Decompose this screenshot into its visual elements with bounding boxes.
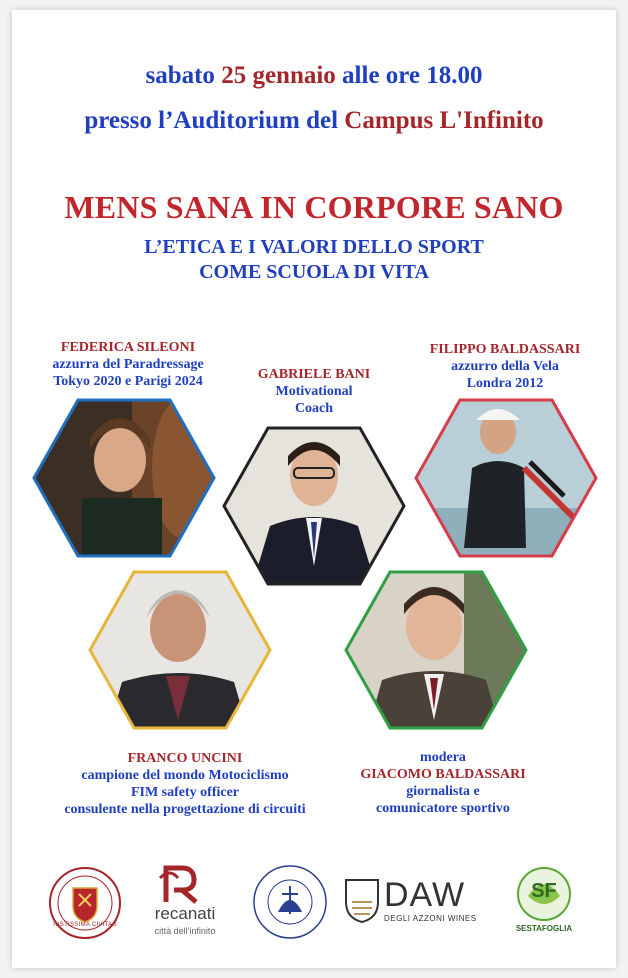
event-date bbox=[0, 62, 628, 90]
recanati-r-icon bbox=[156, 864, 208, 904]
speaker-caption-5 bbox=[333, 749, 553, 817]
subtitle-line-1: L’ETICA E I VALORI DELLO SPORT bbox=[144, 236, 484, 258]
date-day: 25 gennaio bbox=[221, 62, 336, 89]
ucid-seal-icon bbox=[250, 862, 330, 942]
speaker-role: FIM safety officer bbox=[130, 785, 240, 800]
moderator-label: modera bbox=[420, 750, 466, 765]
date-time: alle ore 18.00 bbox=[342, 62, 483, 89]
logo-2-subtext: città dell'infinito bbox=[154, 926, 216, 936]
logo-1-text: IUSTISSIMA CIVITAS bbox=[53, 922, 117, 928]
speaker-photo-5 bbox=[344, 570, 528, 730]
speaker-name: FRANCO UNCINI bbox=[127, 751, 243, 766]
logo-2-text: recanati bbox=[154, 904, 216, 923]
speaker-role: comunicatore sportivo bbox=[376, 801, 510, 816]
speaker-name: GABRIELE BANI bbox=[257, 367, 371, 382]
speaker-name: FEDERICA SILEONI bbox=[60, 340, 196, 355]
speaker-caption-3 bbox=[395, 341, 615, 392]
speaker-photo-2 bbox=[222, 426, 406, 586]
speaker-role: giornalista e bbox=[406, 784, 480, 799]
event-place bbox=[0, 107, 628, 135]
logo-5-subtext: SESTAFOGLIA bbox=[515, 924, 573, 933]
speaker-photo-1 bbox=[32, 398, 216, 558]
speaker-role: Londra 2012 bbox=[466, 376, 544, 391]
speaker-name: FILIPPO BALDASSARI bbox=[429, 342, 581, 357]
speaker-photo-4 bbox=[88, 570, 272, 730]
speaker-caption-4 bbox=[40, 750, 330, 818]
speaker-photo-3 bbox=[414, 398, 598, 558]
logo-4-subtext: DEGLI AZZONI WINES bbox=[384, 914, 477, 923]
logo-4-text: DAW bbox=[384, 876, 466, 914]
speaker-role: Coach bbox=[294, 401, 334, 416]
speaker-role: campione del mondo Motociclismo bbox=[81, 768, 289, 783]
coat-of-arms-icon bbox=[48, 866, 122, 940]
daw-shield-icon bbox=[344, 878, 380, 924]
subtitle-line-2: COME SCUOLA DI VITA bbox=[199, 261, 429, 283]
speaker-role: Tokyo 2020 e Parigi 2024 bbox=[53, 374, 203, 389]
speaker-role: consulente nella progettazione di circuiti bbox=[64, 802, 306, 817]
place-prefix: presso l’Auditorium del bbox=[84, 107, 339, 134]
place-name: Campus L'Infinito bbox=[344, 107, 544, 134]
speaker-role: Motivational bbox=[275, 384, 353, 399]
speaker-caption-2 bbox=[204, 366, 424, 417]
event-title: MENS SANA IN CORPORE SANO bbox=[64, 189, 564, 225]
speaker-role: azzurra del Paradressage bbox=[52, 357, 204, 372]
date-prefix: sabato bbox=[145, 62, 215, 89]
logo-5-text: SF bbox=[531, 880, 557, 902]
speaker-name: GIACOMO BALDASSARI bbox=[360, 767, 526, 782]
speaker-role: azzurro della Vela bbox=[451, 359, 559, 374]
